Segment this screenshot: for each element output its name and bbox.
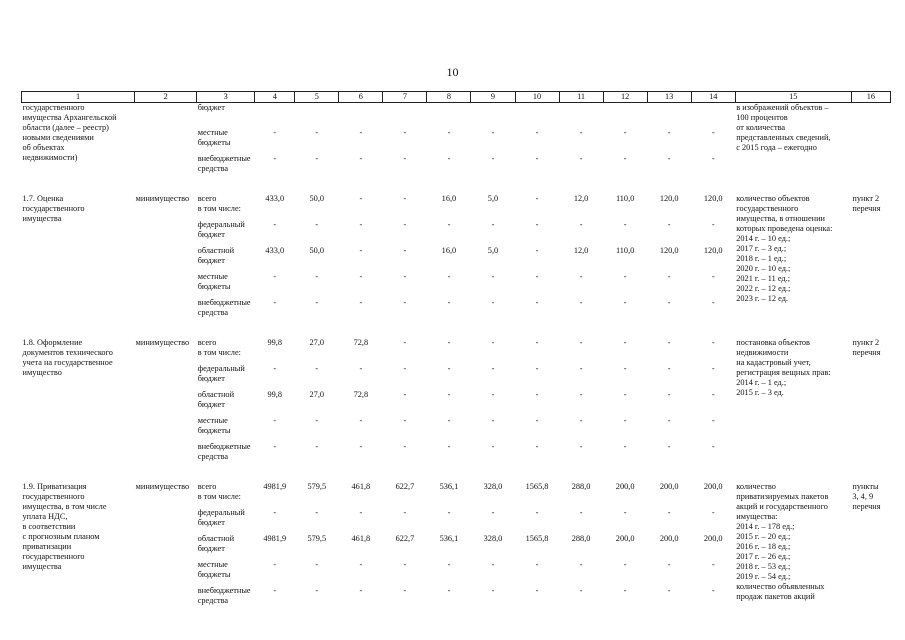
funding-value: - xyxy=(667,560,671,569)
funding-value: 4981,9 xyxy=(263,534,287,543)
funding-value: 328,0 xyxy=(483,482,503,491)
funding-value: - xyxy=(579,508,583,517)
funding-value: - xyxy=(579,442,583,451)
funding-value: 579,5 xyxy=(307,482,327,491)
funding-value: - xyxy=(711,338,715,347)
column-number-13: 13 xyxy=(647,92,691,103)
funding-value: 1565,8 xyxy=(525,482,549,491)
column-number-5: 5 xyxy=(295,92,339,103)
funding-source-label: федеральный бюджет xyxy=(197,364,245,383)
list-reference: пункт 2 перечня xyxy=(852,194,881,213)
funding-value: - xyxy=(315,154,319,163)
funding-value: - xyxy=(623,560,627,569)
executor xyxy=(135,103,197,181)
funding-value: - xyxy=(535,246,539,255)
funding-value: - xyxy=(273,442,277,451)
funding-value: - xyxy=(579,128,583,137)
funding-value: - xyxy=(491,442,495,451)
funding-value: - xyxy=(667,272,671,281)
funding-value: - xyxy=(403,364,407,373)
funding-value: - xyxy=(579,364,583,373)
funding-value: 120,0 xyxy=(659,194,679,203)
column-number-11: 11 xyxy=(559,92,603,103)
funding-value: - xyxy=(623,416,627,425)
funding-source-label: внебюджетные средства xyxy=(197,442,251,461)
funding-source-label: всего в том числе: xyxy=(197,194,241,213)
column-number-1: 1 xyxy=(22,92,135,103)
funding-value: - xyxy=(711,154,715,163)
funding-value: - xyxy=(447,508,451,517)
funding-value xyxy=(427,103,471,129)
measure-title: 1.8. Оформление документов технического учета на государственное имущество xyxy=(22,338,113,377)
funding-value xyxy=(255,103,295,129)
funding-value: 579,5 xyxy=(307,534,327,543)
funding-value: 433,0 xyxy=(265,246,285,255)
list-reference: пункты 3, 4, 9 перечня xyxy=(852,482,881,511)
table-row xyxy=(22,482,891,508)
funding-value: - xyxy=(359,560,363,569)
column-number-4: 4 xyxy=(255,92,295,103)
funding-value: 99,8 xyxy=(267,390,283,399)
page-number: 10 xyxy=(446,65,459,79)
funding-value: - xyxy=(711,508,715,517)
funding-value: - xyxy=(711,272,715,281)
funding-value: 27,0 xyxy=(309,338,325,347)
funding-value: - xyxy=(403,560,407,569)
funding-value: - xyxy=(359,272,363,281)
funding-value xyxy=(515,103,559,129)
funding-value: 72,8 xyxy=(353,338,369,347)
funding-value: - xyxy=(491,416,495,425)
funding-value: - xyxy=(491,154,495,163)
funding-value: - xyxy=(535,220,539,229)
funding-value: 536,1 xyxy=(439,534,459,543)
funding-value: - xyxy=(711,560,715,569)
section-spacer xyxy=(22,324,891,338)
funding-value: 536,1 xyxy=(439,482,459,491)
funding-value: - xyxy=(623,128,627,137)
funding-source-label: местные бюджеты xyxy=(197,560,231,579)
funding-value: - xyxy=(359,416,363,425)
funding-value: 110,0 xyxy=(615,246,635,255)
funding-source-label: внебюджетные средства xyxy=(197,154,251,173)
funding-source-label: бюджет xyxy=(197,103,225,112)
funding-value: - xyxy=(359,220,363,229)
measure-title: государственного имущества Архангельской области (далее – реестр) новыми сведениями об объектах недвижимости) xyxy=(22,103,117,162)
funding-value: - xyxy=(491,298,495,307)
funding-value: - xyxy=(667,298,671,307)
funding-value: - xyxy=(535,560,539,569)
funding-value: - xyxy=(535,508,539,517)
funding-value: - xyxy=(359,154,363,163)
funding-value: - xyxy=(667,442,671,451)
funding-value: - xyxy=(359,508,363,517)
funding-value: - xyxy=(315,364,319,373)
funding-value: - xyxy=(403,154,407,163)
funding-value: - xyxy=(623,298,627,307)
funding-value: - xyxy=(273,272,277,281)
target-indicator: количество объектов государственного имущества, в отношении которых проведена оценка: 2014 г. – 10 ед.; 2017 г. – 3 ед.; 2018 г. – 1 ед.; 2020 г. – 10 ед.; 2021 г. – 11 ед.; 2022 г. – 12 ед.; 2023 г. – 12 ед. xyxy=(736,194,833,303)
funding-value: 50,0 xyxy=(309,194,325,203)
funding-value: - xyxy=(711,364,715,373)
funding-value: - xyxy=(359,246,363,255)
funding-value: - xyxy=(667,338,671,347)
funding-value: - xyxy=(447,128,451,137)
funding-value: - xyxy=(273,416,277,425)
funding-value: - xyxy=(403,246,407,255)
funding-source-label: всего в том числе: xyxy=(197,338,241,357)
table-row xyxy=(22,103,891,129)
funding-value: 288,0 xyxy=(571,482,591,491)
funding-value: - xyxy=(535,272,539,281)
measure-title: 1.7. Оценка государственного имущества xyxy=(22,194,85,223)
funding-value xyxy=(339,103,383,129)
funding-value: - xyxy=(667,220,671,229)
funding-value: - xyxy=(623,586,627,595)
funding-value: - xyxy=(491,272,495,281)
funding-value: - xyxy=(447,442,451,451)
funding-value: - xyxy=(667,128,671,137)
column-number-3: 3 xyxy=(197,92,255,103)
funding-value: 200,0 xyxy=(703,534,723,543)
funding-value: - xyxy=(491,390,495,399)
funding-value: - xyxy=(447,298,451,307)
funding-value: - xyxy=(447,586,451,595)
funding-value: 120,0 xyxy=(703,246,723,255)
target-indicator: постановка объектов недвижимости на кадастровый учет, регистрация вещных прав: 2014 г. – 1 ед.; 2015 г. – 3 ед. xyxy=(736,338,831,397)
funding-value: - xyxy=(535,416,539,425)
funding-value: - xyxy=(273,220,277,229)
column-number-12: 12 xyxy=(603,92,647,103)
funding-value: - xyxy=(623,154,627,163)
funding-value: - xyxy=(579,154,583,163)
column-number-8: 8 xyxy=(427,92,471,103)
column-number-14: 14 xyxy=(691,92,735,103)
funding-value: - xyxy=(711,298,715,307)
funding-value: - xyxy=(447,364,451,373)
funding-value: - xyxy=(535,364,539,373)
funding-value: - xyxy=(403,338,407,347)
column-number-16: 16 xyxy=(851,92,890,103)
funding-value: - xyxy=(535,154,539,163)
funding-source-label: внебюджетные средства xyxy=(197,586,251,605)
funding-value: 16,0 xyxy=(441,194,457,203)
funding-value: - xyxy=(315,560,319,569)
funding-value: - xyxy=(403,298,407,307)
funding-value: - xyxy=(273,154,277,163)
funding-source-label: областной бюджет xyxy=(197,246,235,265)
funding-value: - xyxy=(711,390,715,399)
funding-value: - xyxy=(403,220,407,229)
funding-value: - xyxy=(535,194,539,203)
funding-source-label: местные бюджеты xyxy=(197,272,231,291)
funding-value: - xyxy=(579,220,583,229)
funding-value: - xyxy=(403,416,407,425)
funding-value: 12,0 xyxy=(573,246,589,255)
funding-value: 5,0 xyxy=(487,194,499,203)
funding-value: 622,7 xyxy=(395,482,415,491)
column-number-15: 15 xyxy=(735,92,851,103)
funding-value: 200,0 xyxy=(615,482,635,491)
funding-value: 288,0 xyxy=(571,534,591,543)
table-row xyxy=(22,338,891,364)
funding-value: - xyxy=(315,220,319,229)
funding-value: 27,0 xyxy=(309,390,325,399)
funding-value: - xyxy=(623,364,627,373)
funding-source-label: областной бюджет xyxy=(197,390,235,409)
funding-source-label: областной бюджет xyxy=(197,534,235,553)
funding-value: - xyxy=(579,272,583,281)
funding-value: - xyxy=(491,128,495,137)
funding-value: - xyxy=(491,508,495,517)
funding-value: - xyxy=(711,416,715,425)
funding-value: 16,0 xyxy=(441,246,457,255)
funding-value: - xyxy=(315,586,319,595)
funding-value: - xyxy=(447,390,451,399)
funding-value: 120,0 xyxy=(703,194,723,203)
column-number-2: 2 xyxy=(135,92,197,103)
funding-value xyxy=(295,103,339,129)
funding-value: 328,0 xyxy=(483,534,503,543)
funding-value: - xyxy=(491,364,495,373)
funding-value: - xyxy=(403,194,407,203)
executor: минимущество xyxy=(135,194,190,203)
list-reference xyxy=(851,103,890,181)
funding-value: - xyxy=(711,586,715,595)
funding-value: - xyxy=(447,338,451,347)
funding-value: - xyxy=(623,508,627,517)
funding-value: 5,0 xyxy=(487,246,499,255)
section-spacer xyxy=(22,180,891,194)
funding-value: - xyxy=(447,416,451,425)
funding-value: - xyxy=(403,586,407,595)
funding-value xyxy=(471,103,515,129)
funding-value: 72,8 xyxy=(353,390,369,399)
funding-value: 1565,8 xyxy=(525,534,549,543)
funding-value: - xyxy=(403,272,407,281)
funding-value: 110,0 xyxy=(615,194,635,203)
funding-value: - xyxy=(315,298,319,307)
funding-value: 200,0 xyxy=(659,534,679,543)
funding-value: - xyxy=(359,586,363,595)
funding-value: - xyxy=(623,390,627,399)
section-spacer xyxy=(22,468,891,482)
funding-value: 99,8 xyxy=(267,338,283,347)
funding-value: - xyxy=(273,586,277,595)
funding-value: 200,0 xyxy=(659,482,679,491)
funding-value: - xyxy=(623,338,627,347)
funding-value: - xyxy=(447,560,451,569)
funding-value: 622,7 xyxy=(395,534,415,543)
funding-value: - xyxy=(447,220,451,229)
funding-value: 200,0 xyxy=(703,482,723,491)
column-number-header xyxy=(22,92,891,103)
funding-value: - xyxy=(359,128,363,137)
funding-value: - xyxy=(403,442,407,451)
funding-value: - xyxy=(359,298,363,307)
funding-source-label: федеральный бюджет xyxy=(197,220,245,239)
measure-title: 1.9. Приватизация государственного имущества, в том числе уплата НДС, в соответствии с прогнозным планом приватизации государственного имущества xyxy=(22,482,107,571)
funding-value: - xyxy=(535,390,539,399)
funding-value: - xyxy=(315,272,319,281)
funding-value: - xyxy=(403,128,407,137)
funding-value: - xyxy=(273,298,277,307)
funding-value: 461,8 xyxy=(351,482,371,491)
funding-value: 461,8 xyxy=(351,534,371,543)
funding-source-label: местные бюджеты xyxy=(197,128,231,147)
funding-value: - xyxy=(535,338,539,347)
funding-value: - xyxy=(579,390,583,399)
funding-value: - xyxy=(667,390,671,399)
funding-value: - xyxy=(315,508,319,517)
funding-value: - xyxy=(579,298,583,307)
funding-value: 120,0 xyxy=(659,246,679,255)
funding-value: - xyxy=(315,416,319,425)
funding-value: - xyxy=(403,390,407,399)
funding-value: - xyxy=(667,508,671,517)
funding-value: - xyxy=(623,272,627,281)
funding-value: - xyxy=(273,560,277,569)
column-number-10: 10 xyxy=(515,92,559,103)
funding-value xyxy=(647,103,691,129)
funding-value: - xyxy=(579,586,583,595)
funding-value: - xyxy=(491,586,495,595)
funding-value: - xyxy=(359,442,363,451)
funding-value: 12,0 xyxy=(573,194,589,203)
funding-value xyxy=(559,103,603,129)
funding-value: - xyxy=(491,220,495,229)
funding-source-label: всего в том числе: xyxy=(197,482,241,501)
list-reference: пункт 2 перечня xyxy=(852,338,881,357)
funding-value: - xyxy=(491,338,495,347)
program-table xyxy=(21,91,891,612)
funding-value: - xyxy=(711,220,715,229)
funding-value: - xyxy=(623,220,627,229)
funding-value: - xyxy=(447,272,451,281)
funding-value: - xyxy=(579,416,583,425)
funding-source-label: местные бюджеты xyxy=(197,416,231,435)
funding-value: - xyxy=(711,128,715,137)
column-number-7: 7 xyxy=(383,92,427,103)
column-number-9: 9 xyxy=(471,92,515,103)
funding-value: - xyxy=(535,586,539,595)
executor: минимущество xyxy=(135,338,190,347)
executor: минимущество xyxy=(135,482,190,491)
funding-value: - xyxy=(491,560,495,569)
funding-value: - xyxy=(315,128,319,137)
funding-value: - xyxy=(315,442,319,451)
funding-value: - xyxy=(273,364,277,373)
funding-value: - xyxy=(273,508,277,517)
funding-value xyxy=(383,103,427,129)
funding-value: - xyxy=(711,442,715,451)
funding-value: - xyxy=(447,154,451,163)
funding-value: 433,0 xyxy=(265,194,285,203)
target-indicator: количество приватизируемых пакетов акций и государственного имущества: 2014 г. – 178 ед.; 2015 г. – 20 ед.; 2016 г. – 18 ед.; 2017 г. – 26 ед.; 2018 г. – 53 ед.; 2019 г. – 54 ед.; количество объявленных продаж пакетов акций xyxy=(736,482,829,601)
funding-value: 200,0 xyxy=(615,534,635,543)
column-number-6: 6 xyxy=(339,92,383,103)
funding-value: - xyxy=(535,442,539,451)
funding-value: - xyxy=(359,364,363,373)
funding-value: - xyxy=(535,128,539,137)
funding-source-label: федеральный бюджет xyxy=(197,508,245,527)
table-body xyxy=(22,103,891,613)
funding-value: - xyxy=(535,298,539,307)
funding-value: - xyxy=(667,364,671,373)
funding-value xyxy=(691,103,735,129)
funding-value: - xyxy=(623,442,627,451)
funding-value: - xyxy=(667,586,671,595)
funding-value: - xyxy=(579,338,583,347)
funding-value: - xyxy=(667,416,671,425)
funding-source-label: внебюджетные средства xyxy=(197,298,251,317)
funding-value xyxy=(603,103,647,129)
funding-value: - xyxy=(273,128,277,137)
table-row xyxy=(22,194,891,220)
funding-value: - xyxy=(359,194,363,203)
funding-value: 4981,9 xyxy=(263,482,287,491)
funding-value: - xyxy=(403,508,407,517)
funding-value: - xyxy=(579,560,583,569)
target-indicator: в изображений объектов – 100 процентов от количества представленных сведений, с 2015 года – ежегодно xyxy=(736,103,831,152)
funding-value: - xyxy=(667,154,671,163)
funding-value: 50,0 xyxy=(309,246,325,255)
